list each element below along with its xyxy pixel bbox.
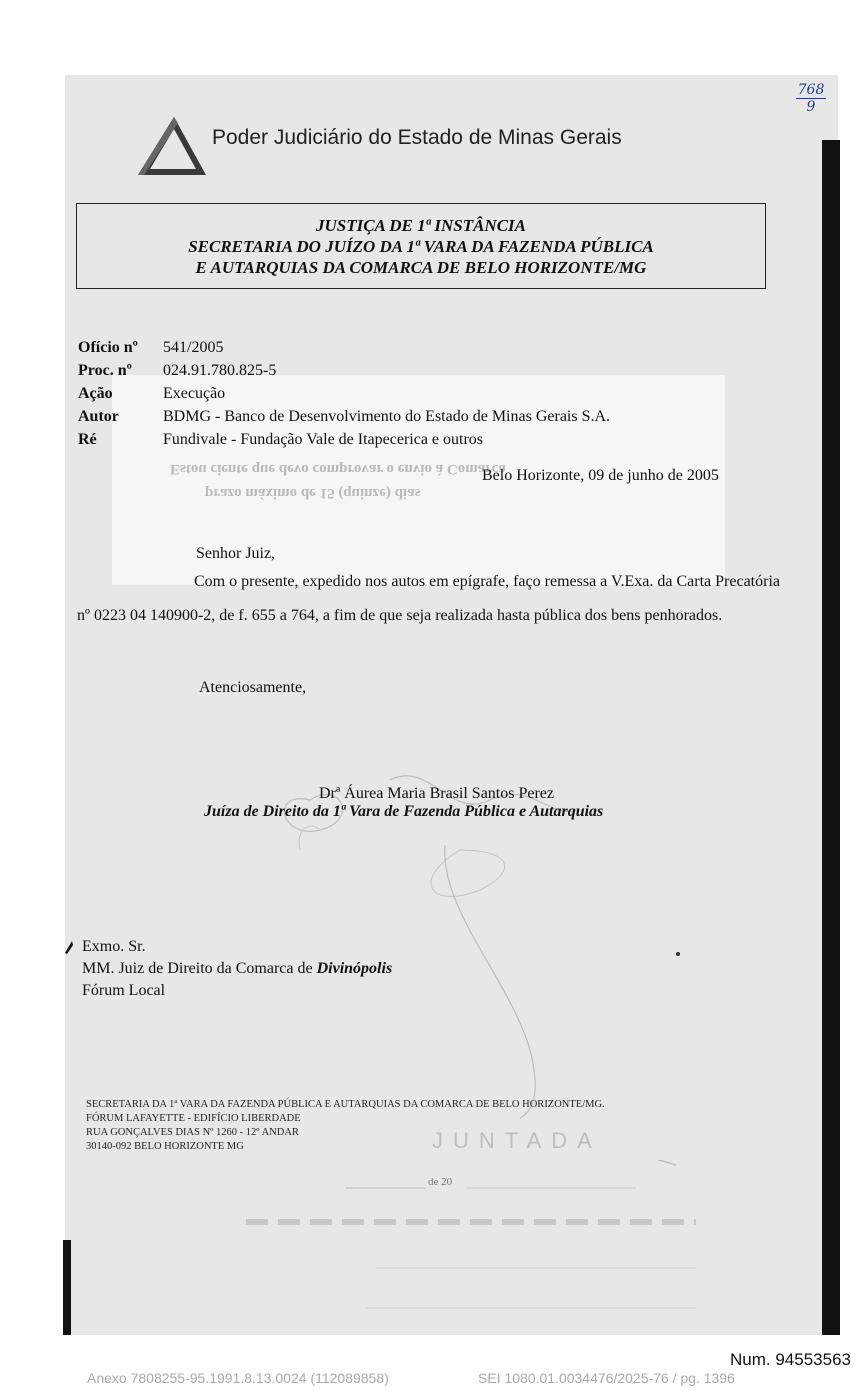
meta-label: Ofício nº [78,339,138,356]
juntada-stamp-lines [236,1160,716,1310]
page-number-handwritten [796,82,826,115]
closing: Atenciosamente, [199,679,307,696]
case-metadata [78,336,610,451]
scan-edge-shadow-left [63,1240,71,1335]
meta-row [78,336,610,359]
margin-number-bottom: 9 [806,99,816,115]
addressee-judge [82,958,392,980]
footer-line: SECRETARIA DA 1ª VARA DA FAZENDA PÚBLICA E AUTARQUIAS DA COMARCA DE BELO HORIZONTE/MG. [86,1099,605,1110]
margin-number-top: 768 [797,82,825,98]
body-paragraph: Com o presente, expedido nos autos em epígrafe, faço remessa a V.Exa. da Carta Precatória nº 0223 04 140900-2, de f. 655 a 764, a fim de que seja realizada hasta pública dos bens penhorados. [77,573,780,624]
meta-label: Ação [78,385,113,402]
header-line-3: E AUTARQUIAS DA COMARCA DE BELO HORIZONTE/MG [195,258,647,277]
header-line-2: SECRETARIA DO JUÍZO DA 1ª VARA DA FAZENDA PÚBLICA [188,237,654,256]
meta-value: 024.91.780.825-5 [163,362,277,379]
addressee-city: Divinópolis [316,960,393,977]
sei-reference: SEI 1080.01.0034476/2025-76 / pg. 1396 [478,1370,735,1386]
stamp-bleed-text: prazo máximo de 15 (quinze) dias [205,485,421,501]
addressee-salutation: Exmo. Sr. [82,938,146,955]
meta-value: Fundivale - Fundação Vale de Itapecerica e outros [163,431,484,448]
meta-value: Execução [163,385,226,402]
meta-row [78,359,610,382]
greeting: Senhor Juiz, [196,545,276,562]
date-line: Belo Horizonte, 09 de junho de 2005 [482,467,719,484]
header-box [76,203,766,289]
meta-label: Autor [78,408,119,425]
meta-row [78,382,610,405]
meta-label: Ré [78,431,97,448]
juntada-stamp-date: de 20 [428,1176,453,1188]
stamp-bleed-text: Estou ciente que devo comprovar o envio à Comarca [170,461,506,477]
document-number: Num. 94553563 [730,1350,851,1369]
court-logo-icon [136,115,208,179]
addressee-block [82,936,392,1002]
meta-label: Proc. nº [78,362,132,379]
footer-line: 30140-092 BELO HORIZONTE MG [86,1141,244,1152]
annex-reference: Anexo 7808255-95.1991.8.13.0024 (112089858) [87,1370,389,1386]
signatory-title: Juíza de Direito da 1ª Vara de Fazenda Pública e Autarquias [204,803,604,820]
meta-row [78,428,610,451]
scan-edge-shadow [822,140,840,1335]
footer-line: RUA GONÇALVES DIAS Nº 1260 - 12º ANDAR [86,1127,299,1138]
scan-speck [676,952,680,956]
court-name: Poder Judiciário do Estado de Minas Gerais [212,126,622,149]
scan-mark-icon [63,939,73,955]
signatory-name: Drª Áurea Maria Brasil Santos Perez [319,785,555,802]
footer-line: FÓRUM LAFAYETTE - EDIFÍCIO LIBERDADE [86,1113,301,1124]
meta-value: 541/2005 [163,339,224,356]
addressee-judge-prefix: MM. Juiz de Direito da Comarca de [82,960,313,977]
meta-value: BDMG - Banco de Desenvolvimento do Estado de Minas Gerais S.A. [163,408,611,425]
addressee-forum: Fórum Local [82,982,166,999]
meta-row [78,405,610,428]
juntada-stamp-title: JUNTADA [432,1128,602,1153]
header-line-1: JUSTIÇA DE 1ª INSTÂNCIA [315,216,526,235]
